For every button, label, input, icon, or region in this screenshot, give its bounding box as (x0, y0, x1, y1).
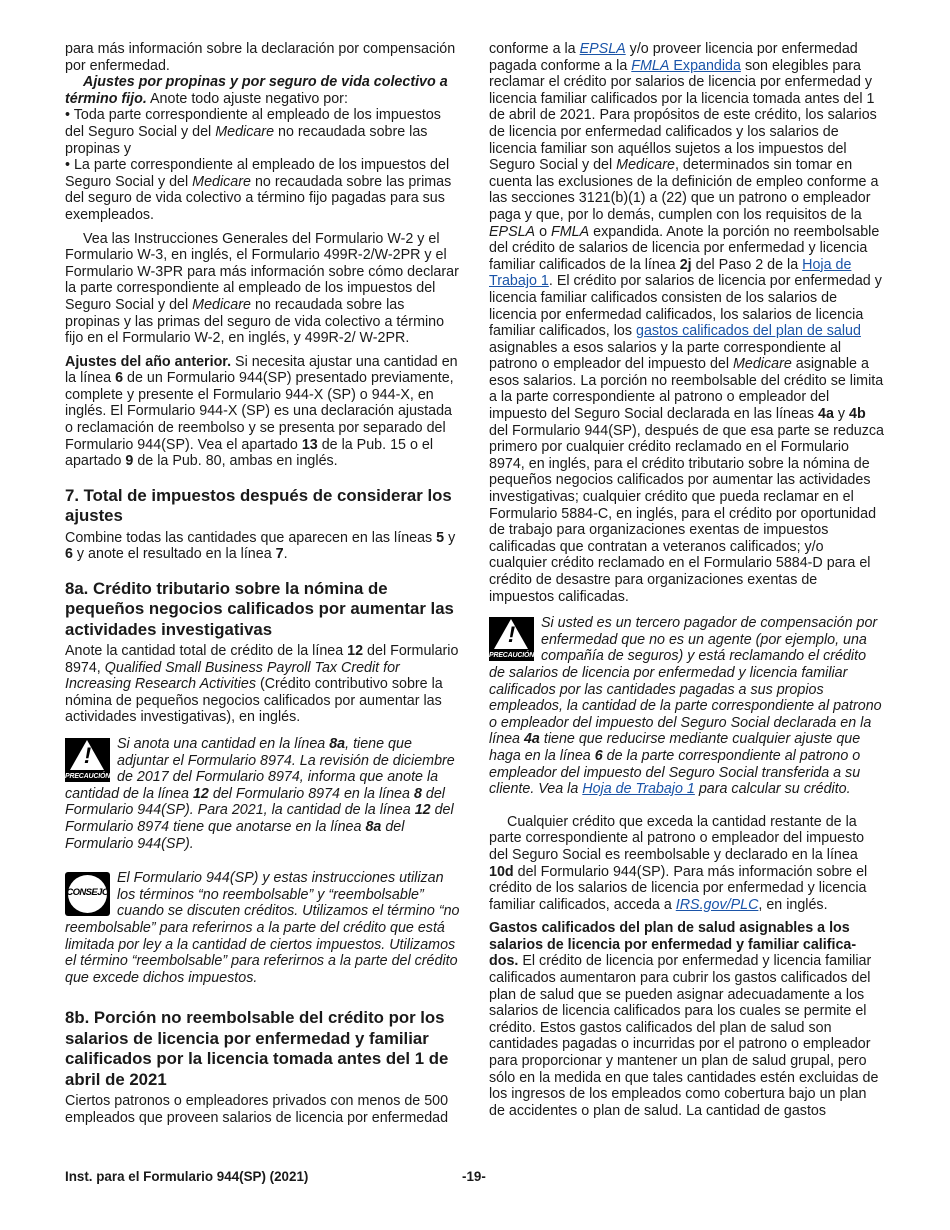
caution-icon: ! PRECAUCIÓN (489, 617, 534, 661)
worksheet-1-link[interactable]: Hoja de Trabajo 1 (582, 781, 695, 798)
health-plan-paragraph: Gastos calificados del plan de salud asignables a los salarios de licencia por enfermedad y familiar califica-dos. El crédito de licencia por enfermedad y licencia familiar calificados aumentaron para cubrir los gastos calificados del plan de salud que se pueden asignar adecuadamente a los salarios de licencia calificados para los cuales se permite el crédito. Estos gastos calificados del plan de salud son cantidades pagadas o incurridas por el patrono o empleador para proporcionar y mantener un plan de salud grupal, pero sólo en la medida en que tales cantidades estén excluidas de los ingresos de los empleados como cobertura bajo un plan de accidentes o plan de salud. La cantidad de gastos (489, 920, 879, 1119)
tip-note: CONSEJO El Formulario 944(SP) y estas instrucciones utilizan los términos “no reembolsable” y “reembolsable” cuando se discuten créditos. Utilizamos el término “no reembolsable” para referirnos a la parte del crédito que está limitada por ley a la cantidad de ciertos impuestos. Utilizamos el término “reembolsable” para referirnos a la parte del crédito que excede dichos impuestos. (65, 870, 460, 986)
fmla-link[interactable]: FMLA Expandida (631, 57, 741, 74)
paragraph: Ciertos patronos o empleadores privados con menos de 500 empleados que proveen salarios de licencia por enfermedad (65, 1092, 449, 1126)
left-column (65, 41, 460, 1126)
bullet-item: • Toda parte correspondiente al empleado de los impuestos del Seguro Social y del Medicare no recaudada sobre las propinas y (65, 107, 441, 157)
bullet-item: • La parte correspondiente al empleado de los impuestos del Seguro Social y del Medicare no recaudada sobre las primas del seguro de vida colectivo a término fijo pagadas para sus exempleados. (65, 157, 452, 223)
section-heading: Ajustes por propinas y por seguro de vida colectivo a término fijo. (65, 74, 448, 107)
footer-form-title: Inst. para el Formulario 944(SP) (2021) (65, 1169, 309, 1184)
caution-icon: ! PRECAUCIÓN (65, 738, 110, 782)
tips-adjustment-paragraph: Ajustes por propinas y por seguro de vida colectivo a término fijo. Anote todo ajuste negativo por: (65, 74, 448, 107)
tip-icon: CONSEJO (65, 872, 110, 916)
caution-note: ! PRECAUCIÓN Si anota una cantidad en la línea 8a, tiene que adjuntar el Formulario 8974. La revisión de diciembre de 2017 del Formulario 8974, informa que anote la cantidad de la línea 12 del Formulario 8974 en la línea 8 del Formulario 944(SP). Para 2021, la cantidad de la línea 12 del Formulario 8974 tiene que anotarse en la línea 8a del Formulario 944(SP). (65, 736, 455, 852)
prior-year-paragraph: Ajustes del año anterior. Si necesita ajustar una cantidad en la línea 6 de un Formulario 944(SP) presentado previamente, complete y presente el Formulario 944-X (SP) o 944-X, en inglés. El Formulario 944-X (SP) es una declaración ajustada o reclamación de reembolso y se presenta por separado del Formulario 944(SP). Vea el apartado 13 de la Pub. 15 o el apartado 9 de la Pub. 80, ambas en inglés. (65, 353, 458, 470)
section-heading: Gastos calificados del plan de salud asignables a los salarios de licencia por enfermedad y familiar califica-dos. (489, 920, 857, 970)
health-plan-expenses-link[interactable]: gastos calificados del plan de salud (636, 323, 861, 340)
page-number: -19- (462, 1169, 486, 1184)
paragraph: Anote la cantidad total de crédito de la línea 12 del Formulario 8974, Qualified Small Business Payroll Tax Credit for Increasing Research Activities (Crédito contributivo sobre la nómina de pequeños negocios calificados por aumentar las actividades investigativas), en inglés. (65, 643, 459, 726)
worksheet-1-link[interactable]: Hoja de Trabajo 1 (489, 256, 852, 290)
heading-line-7: 7. Total de impuestos después de considerar los ajustes (65, 485, 452, 526)
right-column (489, 41, 885, 1119)
heading-line-8a: 8a. Crédito tributario sobre la nómina de pequeños negocios calificados por aumentar las actividades investigativas (65, 578, 454, 639)
paragraph: Combine todas las cantidades que aparecen en las líneas 5 y 6 y anote el resultado en la línea 7. (65, 529, 456, 563)
heading-line-8b: 8b. Porción no reembolsable del crédito por los salarios de licencia por enfermedad y familiar calificados por la licencia tomada antes del 1 de abril de 2021 (65, 1008, 449, 1089)
caution-note: ! PRECAUCIÓN Si usted es un tercero pagador de compensación por enfermedad que no es un agente (por ejemplo, una compañía de seguros) y está reclamando el crédito de salarios de licencia por enfermedad y licencia familiar calificados por las cantidades pagadas a sus propios empleados, la cantidad de la parte correspondiente al patrono o empleador del impuesto del Seguro Social declarada en la línea 4a tiene que reducirse mediante cualquier ajuste que haga en la línea 6 de la parte correspondiente al patrono o empleador del impuesto del Seguro Social transferida a su cliente. Vea la Hoja de Trabajo 1 para calcular su crédito. (489, 615, 882, 798)
paragraph: conforme a la EPSLA y/o proveer licencia por enfermedad pagada conforme a la FMLA Expandida son elegibles para reclamar el crédito por salarios de licencia por enfermedad y licencia familiar calificados por la licencia tomada antes del 1 de abril de 2021. Para propósitos de este crédito, los salarios de licencia por enfermedad calificados y los salarios de licencia familiar son aquéllos sujetos a los impuestos del Seguro Social y del Medicare, determinados sin tomar en cuenta las exclusiones de la definición de empleo conforme a las secciones 3121(b)(1) a (22) que un patrono o empleador paga y que, por lo demás, cumplen con los requisitos de la EPSLA o FMLA expandida. Anote la porción no reembolsable del crédito de salarios de licencia por enfermedad y licencia familiar calificados de la línea 2j del Paso 2 de la Hoja de Trabajo 1. El crédito por salarios de licencia por enfermedad y licencia familiar calificados consisten de los salarios de licencia por enfermedad calificados, los salarios de licencia familiar calificados, los gastos calificados del plan de salud asignables a esos salarios y la parte correspondiente al patrono o empleador del impuesto del Medicare asignable a esos salarios. La porción no reembolsable del crédito se limita a la parte correspondiente al patrono o empleador del impuesto del Seguro Social declarada en las líneas 4a y 4b del Formulario 944(SP), después de que esa parte se reduzca primero por cualquier crédito reclamado en el Formulario 8974, en inglés, para el crédito tributario sobre la nómina de pequeños negocios calificados por aumentar las actividades investigativas; cualquier crédito que pueda reclamar en el Formulario 5884-C, en inglés, para el crédito por oportunidad de trabajo para organizaciones exentas de impuestos calificadas que contratan a veteranos calificados; y/o cualquier crédito reclamado en el Formulario 5884-D para el crédito de desastre para organizaciones exentas de impuestos calificadas. (489, 41, 884, 605)
paragraph: Cualquier crédito que exceda la cantidad restante de la parte correspondiente al patrono o empleador del impuesto del Seguro Social es reembolsable y declarado en la línea 10d del Formulario 944(SP). Para más información sobre el crédito de los salarios de licencia por enfermedad y licencia familiar calificados, acceda a IRS.gov/PLC, en inglés. (489, 813, 868, 913)
epsla-link[interactable]: EPSLA (579, 41, 626, 57)
section-heading: Ajustes del año anterior. (65, 353, 232, 370)
paragraph: Vea las Instrucciones Generales del Formulario W-2 y el Formulario W-3, en inglés, el Formulario 499R-2/W-2PR y el Formulario W-3PR para más información sobre cómo declarar la parte correspondiente al empleado de los impuestos del Seguro Social y del Medicare no recaudada sobre las propinas y las primas del seguro de vida colectivo a término fijo en el Formulario W-2, en inglés, y 499R-2/ W-2PR. (65, 230, 459, 347)
paragraph: para más información sobre la declaración por compensación por enfermedad. (65, 41, 456, 74)
irs-plc-link[interactable]: IRS.gov/PLC (675, 896, 759, 913)
